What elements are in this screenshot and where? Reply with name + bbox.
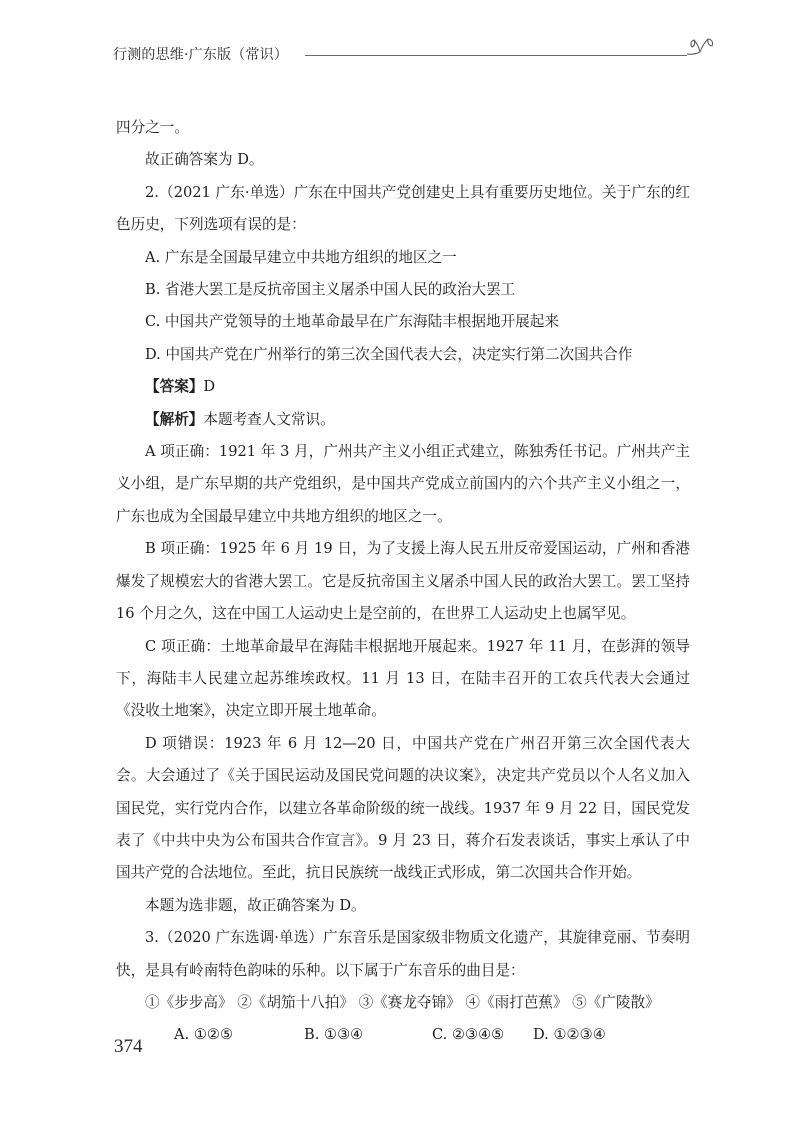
header-rule	[305, 55, 687, 56]
question-2-answer	[116, 371, 690, 403]
question-2-option-b: B. 省港大罢工是反抗帝国主义屠杀中国人民的政治大罢工	[145, 281, 516, 299]
question-2-explain-d: D 项错误：1923 年 6 月 12—20 日，中国共产党在广州召开第三次全国代表大会。大会通过了《关于国民运动及国民党问题的决议案》，决定共产党员以个人名义加入国民党，实行党内合作，以建立各革命阶级的统一战线。1937 年 9 月 22 日，国民党发表了《中共中央为公布国共合作宣言》。9 月 23 日，蒋介石发表谈话，事实上承认了中国共产党的合法地位。至此，抗日民族统一战线正式形成，第二次国共合作开始。	[116, 734, 690, 882]
answer-tag: 【答案】	[145, 378, 204, 396]
question-3-options	[116, 1019, 690, 1051]
question-3-option-d: D. ①②③④	[533, 1026, 606, 1044]
paragraph-answer-prev: 故正确答案为 D。	[145, 151, 264, 169]
question-2-option-c: C. 中国共产党领导的土地革命最早在广东海陆丰根据地开展起来	[145, 313, 559, 331]
sprout-icon	[686, 32, 716, 62]
question-2-explain-c: C 项正确：土地革命最早在海陆丰根据地开展起来。1927 年 11 月，在彭湃的领导下，海陆丰人民建立起苏维埃政权。11 月 13 日，在陆丰召开的工农兵代表大会通过《没收土地案》，决定立即开展土地革命。	[116, 637, 690, 720]
header-title: 行测的思维·广东版（常识）	[113, 47, 289, 63]
question-2-explain-b: B 项正确：1925 年 6 月 19 日，为了支援上海人民五卅反帝爱国运动，广州和香港爆发了规模宏大的省港大罢工。它是反抗帝国主义屠杀中国人民的政治大罢工。罢工坚持 16 个月之久，这在中国工人运动史上是空前的，在世界工人运动史上也属罕见。	[116, 540, 690, 623]
question-3-stem: 3.（2020 广东选调·单选）广东音乐是国家级非物质文化遗产，其旋律竞丽、节奏明快，是具有岭南特色韵味的乐种。以下属于广东音乐的曲目是：	[116, 929, 690, 979]
question-2-conclusion: 本题为选非题，故正确答案为 D。	[145, 896, 366, 914]
question-2-option-a: A. 广东是全国最早建立中共地方组织的地区之一	[145, 248, 457, 266]
question-3-items: ①《步步高》 ②《胡笳十八拍》 ③《赛龙夺锦》 ④《雨打芭蕉》 ⑤《广陵散》	[145, 993, 660, 1011]
question-2-option-d: D. 中国共产党在广州举行的第三次全国代表大会，决定实行第二次国共合作	[145, 345, 633, 363]
running-header	[113, 36, 713, 66]
question-2-explain-a: A 项正确：1921 年 3 月，广州共产主义小组正式建立，陈独秀任书记。广州共产主义小组，是广东早期的共产党组织，是中国共产党成立前国内的六个共产主义小组之一，广东也成为全国最早建立中共地方组织的地区之一。	[116, 443, 690, 525]
page-body	[116, 112, 690, 1052]
analysis-text: 本题考查人文常识。	[203, 410, 335, 428]
question-3-option-a: A. ①②⑤	[174, 1026, 234, 1044]
analysis-tag: 【解析】	[145, 410, 204, 428]
question-2-analysis	[116, 404, 690, 436]
question-3-option-c: C. ②③④⑤	[432, 1026, 505, 1044]
paragraph-continuation: 四分之一。	[116, 119, 189, 136]
answer-value: D	[203, 378, 216, 396]
question-3-option-b: B. ①③④	[304, 1026, 364, 1044]
page-number: 374	[114, 1036, 143, 1057]
question-2-stem: 2.（2021 广东·单选）广东在中国共产党创建史上具有重要历史地位。关于广东的红色历史，下列选项有误的是：	[116, 183, 690, 234]
